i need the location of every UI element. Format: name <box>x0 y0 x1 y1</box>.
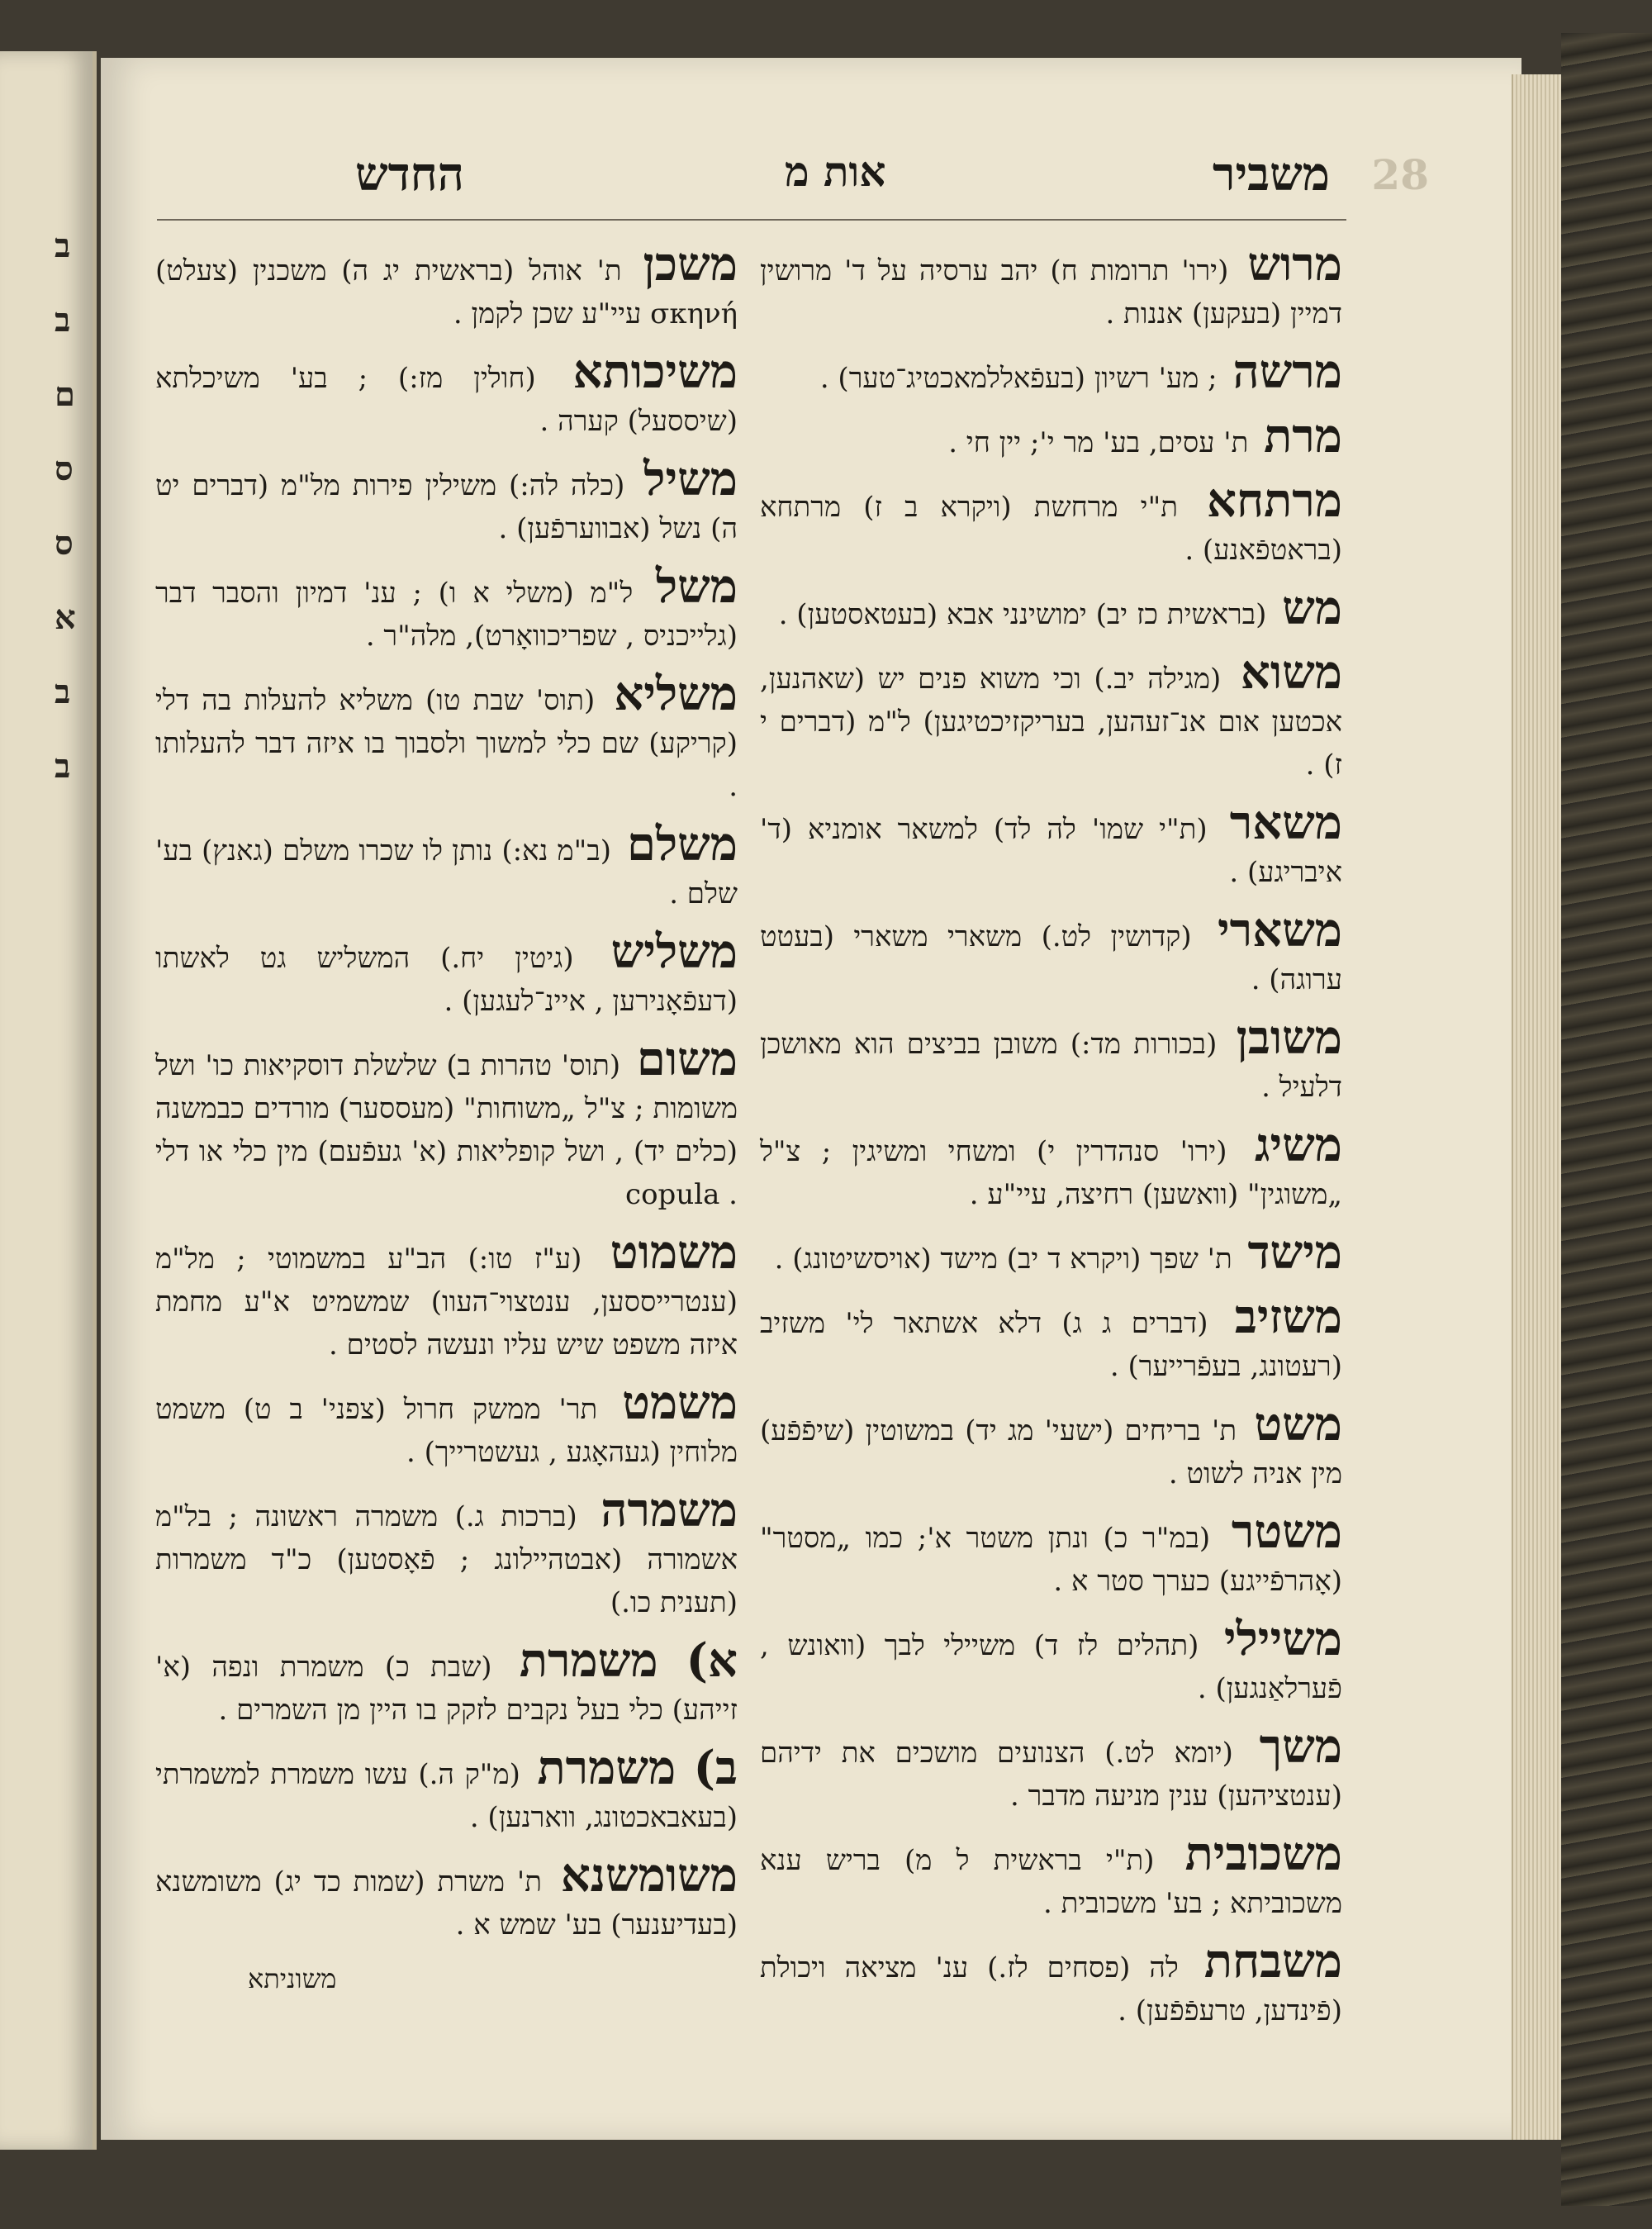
dictionary-entry <box>155 1485 738 1624</box>
page-header <box>355 147 1429 213</box>
entry-definition: (שבת כ) משמרת ונפה (א' זייהע) כלי בעל נקבים לזקק בו היין מן השמרים . <box>155 1651 738 1727</box>
dictionary-entry <box>155 817 738 915</box>
entry-headword: משיל <box>643 452 738 506</box>
entry-definition: (במ"ר כ) ונתן משטר א'; כמו „מסטר" (אָהרפֿייגע) כערך סטר א . <box>760 1522 1342 1598</box>
dictionary-entry <box>760 583 1342 636</box>
dictionary-entry <box>760 1292 1342 1388</box>
dictionary-entry <box>155 1633 738 1732</box>
page-number: 28 <box>1371 150 1429 199</box>
entry-definition: (ע"ז טו:) הב"ע במשמוטי ; מל"מ (ענטרייססען, ענטצוי־העוו) שמשמיט א"ע מחמת איזה משפט שיש עליו ונעשה לסטים . <box>155 1243 738 1362</box>
entry-headword: משט <box>1254 1397 1342 1452</box>
entry-headword: משום <box>636 1032 738 1086</box>
binding-edge <box>1561 33 1652 2206</box>
entry-headword: מרוש <box>1247 237 1342 292</box>
section-heading: החדש <box>355 147 464 202</box>
letter-heading: אות מ <box>785 147 886 196</box>
dictionary-entry <box>760 473 1342 572</box>
entry-definition: (תהלים לז ד) משיילי לבך (וואונש , פֿערלאַנגען) . <box>760 1629 1342 1705</box>
entry-definition: ת' שפך (ויקרא ד יב) מישד (אויסשיטונג) . <box>774 1243 1241 1276</box>
entry-definition: ת' עסים, בע' מר י'; יין חי . <box>948 426 1258 459</box>
entry-definition: (ת"י שמו' לה לד) למשאר אומניא (ד' איבריגע) . <box>760 813 1342 889</box>
previous-page-glyph: ב <box>55 673 71 711</box>
right-column <box>760 237 1342 2044</box>
dictionary-entry <box>760 1829 1342 1925</box>
entry-definition: (חולין מז:) ; בע' משיכלתא (שיססעל) קערה . <box>155 362 738 438</box>
previous-page-glyph: ס <box>55 449 74 488</box>
entry-headword: משטר <box>1231 1504 1342 1559</box>
previous-page-glyph: א <box>55 598 76 637</box>
entry-definition: (גיטין יח.) המשליש גט לאשתו (דעפֿאָנירען , איינ־לעגען) . <box>155 942 738 1018</box>
page-edges <box>1512 74 1563 2140</box>
previous-page-text-fragments <box>55 216 88 796</box>
entry-headword: משיג <box>1254 1118 1342 1172</box>
entry-headword: משארי <box>1218 903 1342 958</box>
entry-definition: לה (פסחים לז.) ענ' מציאה ויכולת (פֿינדען, טרעפֿפֿען) . <box>760 1951 1342 2027</box>
entry-definition: (יומא לט.) הצנועים מושכים את ידיהם (ענטציהען) ענין מניעה מדבר . <box>760 1737 1342 1813</box>
left-column <box>155 237 738 1958</box>
entry-headword: משליש <box>610 924 738 979</box>
entry-headword: משובן <box>1236 1010 1342 1065</box>
entry-definition: (קדושין לט.) משארי משארי (בעטט ערוגה) . <box>760 920 1342 996</box>
dictionary-entry <box>155 1034 738 1216</box>
entry-definition: (ב"מ נא:) נותן לו שכרו משלם (גאנץ) בע' שלם . <box>155 834 738 910</box>
previous-page-glyph: ב <box>55 747 71 786</box>
dictionary-entry <box>155 1225 738 1366</box>
entry-headword: משמרה <box>601 1483 738 1537</box>
entry-definition: (מ"ק ה.) עשו משמרת למשמרתי (בעאבאכטונג, ווארנען) . <box>155 1758 738 1834</box>
dictionary-entry <box>760 1397 1342 1495</box>
entry-headword: משכן <box>643 237 738 292</box>
entry-definition: (ירו' תרומות ח) יהב ערסיה על ד' מרושין דמיין (בעקען) אננות . <box>760 254 1342 330</box>
dictionary-entry <box>760 905 1342 1001</box>
entry-headword: מרתחא <box>1207 473 1342 528</box>
dictionary-entry <box>760 237 1342 335</box>
entry-headword: משיילי <box>1223 1612 1342 1666</box>
entry-definition: (בכורות מד:) משובן בביצים הוא מאושכן דלעיל . <box>760 1028 1342 1104</box>
dictionary-entry <box>760 1120 1342 1216</box>
entry-definition: (מגילה יב.) וכי משוא פנים יש (שאהנען, אכטען אום אנ־זעהען, בעריקזיכטיגען) ל"מ (דברים י ז) . <box>760 663 1342 782</box>
entry-definition: (בראשית כז יב) ימושינני אבא (בעטאסטען) . <box>778 598 1276 631</box>
dictionary-entry <box>155 454 738 550</box>
entry-definition: (ירו' סנהדרין י) ומשחי ומשיגין ; צ"ל „משוגין" (וואשען) רחיצה, עיי"ע . <box>760 1135 1342 1211</box>
entry-headword: ב) משמרת <box>537 1741 738 1795</box>
entry-headword: משכובית <box>1184 1827 1342 1881</box>
dictionary-entry <box>760 645 1342 787</box>
dictionary-entry <box>760 1225 1342 1281</box>
entry-definition: ת' אוהל (בראשית יג ה) משכנין (צעלט) σκηνή עיי"ע שכן לקמן . <box>155 254 738 330</box>
dictionary-entry <box>760 798 1342 894</box>
entry-headword: מרת <box>1264 409 1342 463</box>
entry-headword: משיכותא <box>572 345 738 399</box>
dictionary-entry <box>155 559 738 658</box>
entry-headword: משמט <box>622 1376 738 1430</box>
previous-page-glyph: ם <box>55 375 75 414</box>
entry-definition: (ת"י בראשית ל מ) בריש ענא משכוביתא ; בע' משכובית . <box>760 1844 1342 1920</box>
dictionary-entry <box>760 1934 1342 2032</box>
dictionary-entry <box>760 347 1342 400</box>
entry-definition: ת"י מרחשת (ויקרא ב ז) מרתחא (בראטפֿאנע) . <box>760 491 1342 567</box>
dictionary-entry <box>760 1504 1342 1603</box>
dictionary-entry <box>760 1719 1342 1818</box>
entry-definition: ת' משרת (שמות כד יג) משומשנא (בעדיענער) בע' שמש א . <box>155 1865 738 1941</box>
dictionary-entry <box>155 347 738 443</box>
dictionary-entry <box>760 1614 1342 1710</box>
entry-definition: ת' בריחים (ישעי' מג יד) במשוטין (שיפֿפֿע) מין אניה לשוט . <box>760 1414 1342 1490</box>
entry-definition: (כלה לה:) משילין פירות מל"מ (דברים יט ה) נשל (אבווערפֿען) . <box>155 469 738 545</box>
dictionary-entry <box>760 411 1342 464</box>
previous-page-glyph: ב <box>55 226 71 265</box>
previous-page-glyph: ב <box>55 301 71 340</box>
entry-headword: א) משמרת <box>519 1633 738 1688</box>
previous-page <box>0 51 97 2150</box>
entry-headword: משבחת <box>1203 1934 1342 1989</box>
entry-headword: משלם <box>627 817 738 872</box>
entry-headword: מרשה <box>1232 345 1342 399</box>
entry-definition: (ברכות ג.) משמרה ראשונה ; בל"מ אשמורה (אבטהיילונג ; פֿאָסטען) כ"ד משמרות (תענית כו.) <box>155 1500 738 1619</box>
entry-headword: משומשנא <box>560 1848 738 1903</box>
entry-headword: משליא <box>614 667 738 721</box>
entry-definition: (תוס' שבת טו) משליא להעלות בה דלי (קריקע) שם כלי למשוך ולסבוך בו איזה דבר להעלותו . <box>155 684 738 803</box>
dictionary-entry <box>155 1743 738 1839</box>
dictionary-entry <box>155 669 738 808</box>
catchword: משוניתא <box>248 1963 337 1994</box>
running-head: משביר <box>1212 147 1330 202</box>
dictionary-entry <box>155 924 738 1023</box>
entry-headword: מישד <box>1247 1225 1342 1280</box>
previous-page-glyph: ס <box>55 524 74 563</box>
entry-headword: משמוט <box>610 1225 738 1280</box>
entry-headword: משך <box>1259 1719 1342 1774</box>
header-rule <box>157 219 1346 221</box>
entry-definition: ; מע' רשיון (בעפֿאללמאכטיג־טער) . <box>819 362 1227 395</box>
dictionary-entry <box>760 1010 1342 1109</box>
entry-headword: משוא <box>1240 645 1342 700</box>
entry-definition: (דברים ג ג) דלא אשתאר לי' משזיב (רעטונג, בעפֿרייער) . <box>760 1307 1342 1383</box>
dictionary-entry <box>155 237 738 335</box>
entry-definition: (תוס' טהרות ב) שלשלת דוסקיאות כו' ושל משומות ; צ"ל „משוחות" (מעססער) מורדים כבמשנה (כלים יד) , ושל קופליאות (א' געפֿעם) מין כלי או דלי . copula <box>155 1049 738 1211</box>
entry-definition: תר' ממשק חרול (צפני' ב ט) משמט מלוחין (געהאָגע , געשטרייך) . <box>155 1393 738 1469</box>
entry-definition: ל"מ (משלי א ו) ; ענ' דמיון והסבר דבר (גלייכניס , שפריכוואָרט), מלה"ר . <box>155 577 738 653</box>
entry-headword: מש <box>1282 581 1342 635</box>
entry-headword: משאר <box>1229 796 1342 850</box>
entry-headword: משזיב <box>1234 1290 1342 1344</box>
entry-headword: משל <box>655 559 738 614</box>
dictionary-entry <box>155 1378 738 1474</box>
dictionary-entry <box>155 1848 738 1946</box>
